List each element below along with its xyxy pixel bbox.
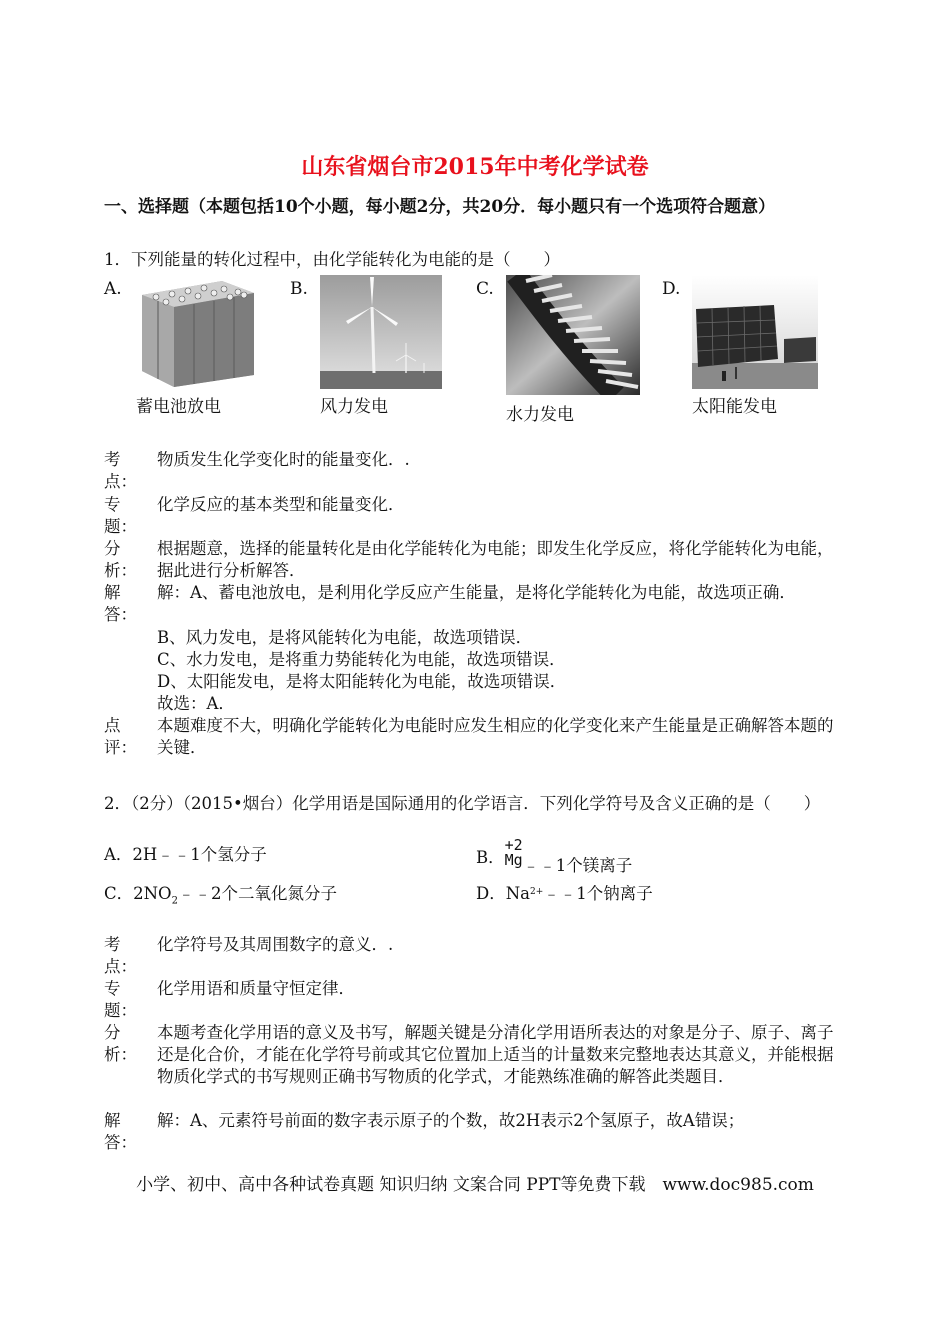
q2-option-d-formula: D．Na [476,884,531,903]
q2-option-b-letter: B． [476,848,505,867]
option-b-caption: 风力发电 [320,397,388,417]
q2-option-b [476,836,633,875]
option-c-caption: 水力发电 [506,405,574,425]
q2-kaodian-text: 化学符号及其周围数字的意义．. [157,935,394,954]
q2-jieda-label: 解答： [104,1111,137,1152]
q1-jieda-line-3: C、水力发电，是将重力势能转化为电能，故选项错误． [157,650,566,669]
q1-dianping-text: 本题难度不大，明确化学能转化为电能时应发生相应的化学变化来产生能量是正确解答本题的关键． [157,716,834,757]
option-d-caption: 太阳能发电 [692,397,777,417]
q2-zhuanti-text: 化学用语和质量守恒定律． [157,979,355,998]
q2-zhuanti-label: 专题： [104,979,137,1020]
q1-jieda-line-1: 解：A、蓄电池放电，是利用化学反应产生能量，是将化学能转化为电能，故选项正确． [157,583,796,602]
q1-jieda-line-4: D、太阳能发电，是将太阳能转化为电能，故选项错误． [157,672,567,691]
q2-kaodian-label: 考点： [104,935,137,976]
q1-zhuanti-label: 专题： [104,495,137,536]
q1-fenxi-text: 根据题意，选择的能量转化是由化学能转化为电能；即发生化学反应，将化学能转化为电能，据此进行分析解答． [157,539,834,580]
page-footer: 小学、初中、高中各种试卷真题 知识归纳 文案合同 PPT等免费下载 www.doc985.com [136,1175,814,1195]
q2-option-b-text: ﹣﹣1个镁离子 [522,856,633,875]
q2-option-c [104,883,337,912]
wind-turbine-image [320,275,442,389]
option-a-letter: A. [104,279,122,299]
section-heading: 一、选择题（本题包括10个小题，每小题2分，共20分．每小题只有一个选项符合题意） [104,197,776,217]
q2-option-d-superscript: 2+ [530,887,544,897]
option-b-letter: B. [290,279,308,299]
question-1-stem: 1．下列能量的转化过程中，由化学能转化为电能的是（ ） [104,250,560,269]
q2-jieda-text: 解：A、元素符号前面的数字表示原子的个数，故2H表示2个氢原子，故A错误； [157,1111,745,1130]
q2-option-b-charge: +2 [504,836,523,854]
q1-fenxi-label: 分析： [104,539,137,580]
q2-option-c-formula: C．2NO [104,884,172,903]
option-a-caption: 蓄电池放电 [136,397,221,417]
q2-fenxi-label: 分析： [104,1023,137,1064]
q2-option-d-text: ﹣﹣1个钠离子 [543,884,653,903]
q2-option-a: A．2H﹣﹣1个氢分子 [104,845,267,864]
question-2-stem: 2．（2分）（2015•烟台）化学用语是国际通用的化学语言．下列化学符号及含义正确的是（ ） [104,794,821,813]
q1-jieda-line-5: 故选：A． [157,694,235,713]
q2-option-b-symbol: Mg [504,851,523,869]
solar-panel-image [692,275,818,389]
q2-option-c-text: ﹣﹣2个二氧化氮分子 [177,884,337,903]
water-turbine-image [506,275,640,395]
page-title: 山东省烟台市2015年中考化学试卷 [301,154,649,180]
option-d-letter: D. [662,279,681,299]
q1-kaodian-label: 考点： [104,450,137,491]
q2-option-c-subscript: 2 [171,895,178,907]
q1-jieda-label: 解答： [104,583,137,624]
q1-dianping-label: 点评： [104,716,137,757]
q1-zhuanti-text: 化学反应的基本类型和能量变化． [157,495,405,514]
q2-fenxi-text: 本题考查化学用语的意义及书写，解题关键是分清化学用语所表达的对象是分子、原子、离子还是化合价，才能在化学符号前或其它位置加上适当的计量数来完整地表达其意义，并能根据物质化学式的书写规则正确书写物质的化学式，才能熟练准确的解答此类题目． [157,1023,834,1086]
option-c-letter: C. [476,279,494,299]
q1-jieda-line-2: B、风力发电，是将风能转化为电能，故选项错误． [157,628,533,647]
q1-kaodian-text: 物质发生化学变化时的能量变化．. [157,450,410,469]
q2-option-d [476,883,653,905]
battery-image [134,275,260,389]
